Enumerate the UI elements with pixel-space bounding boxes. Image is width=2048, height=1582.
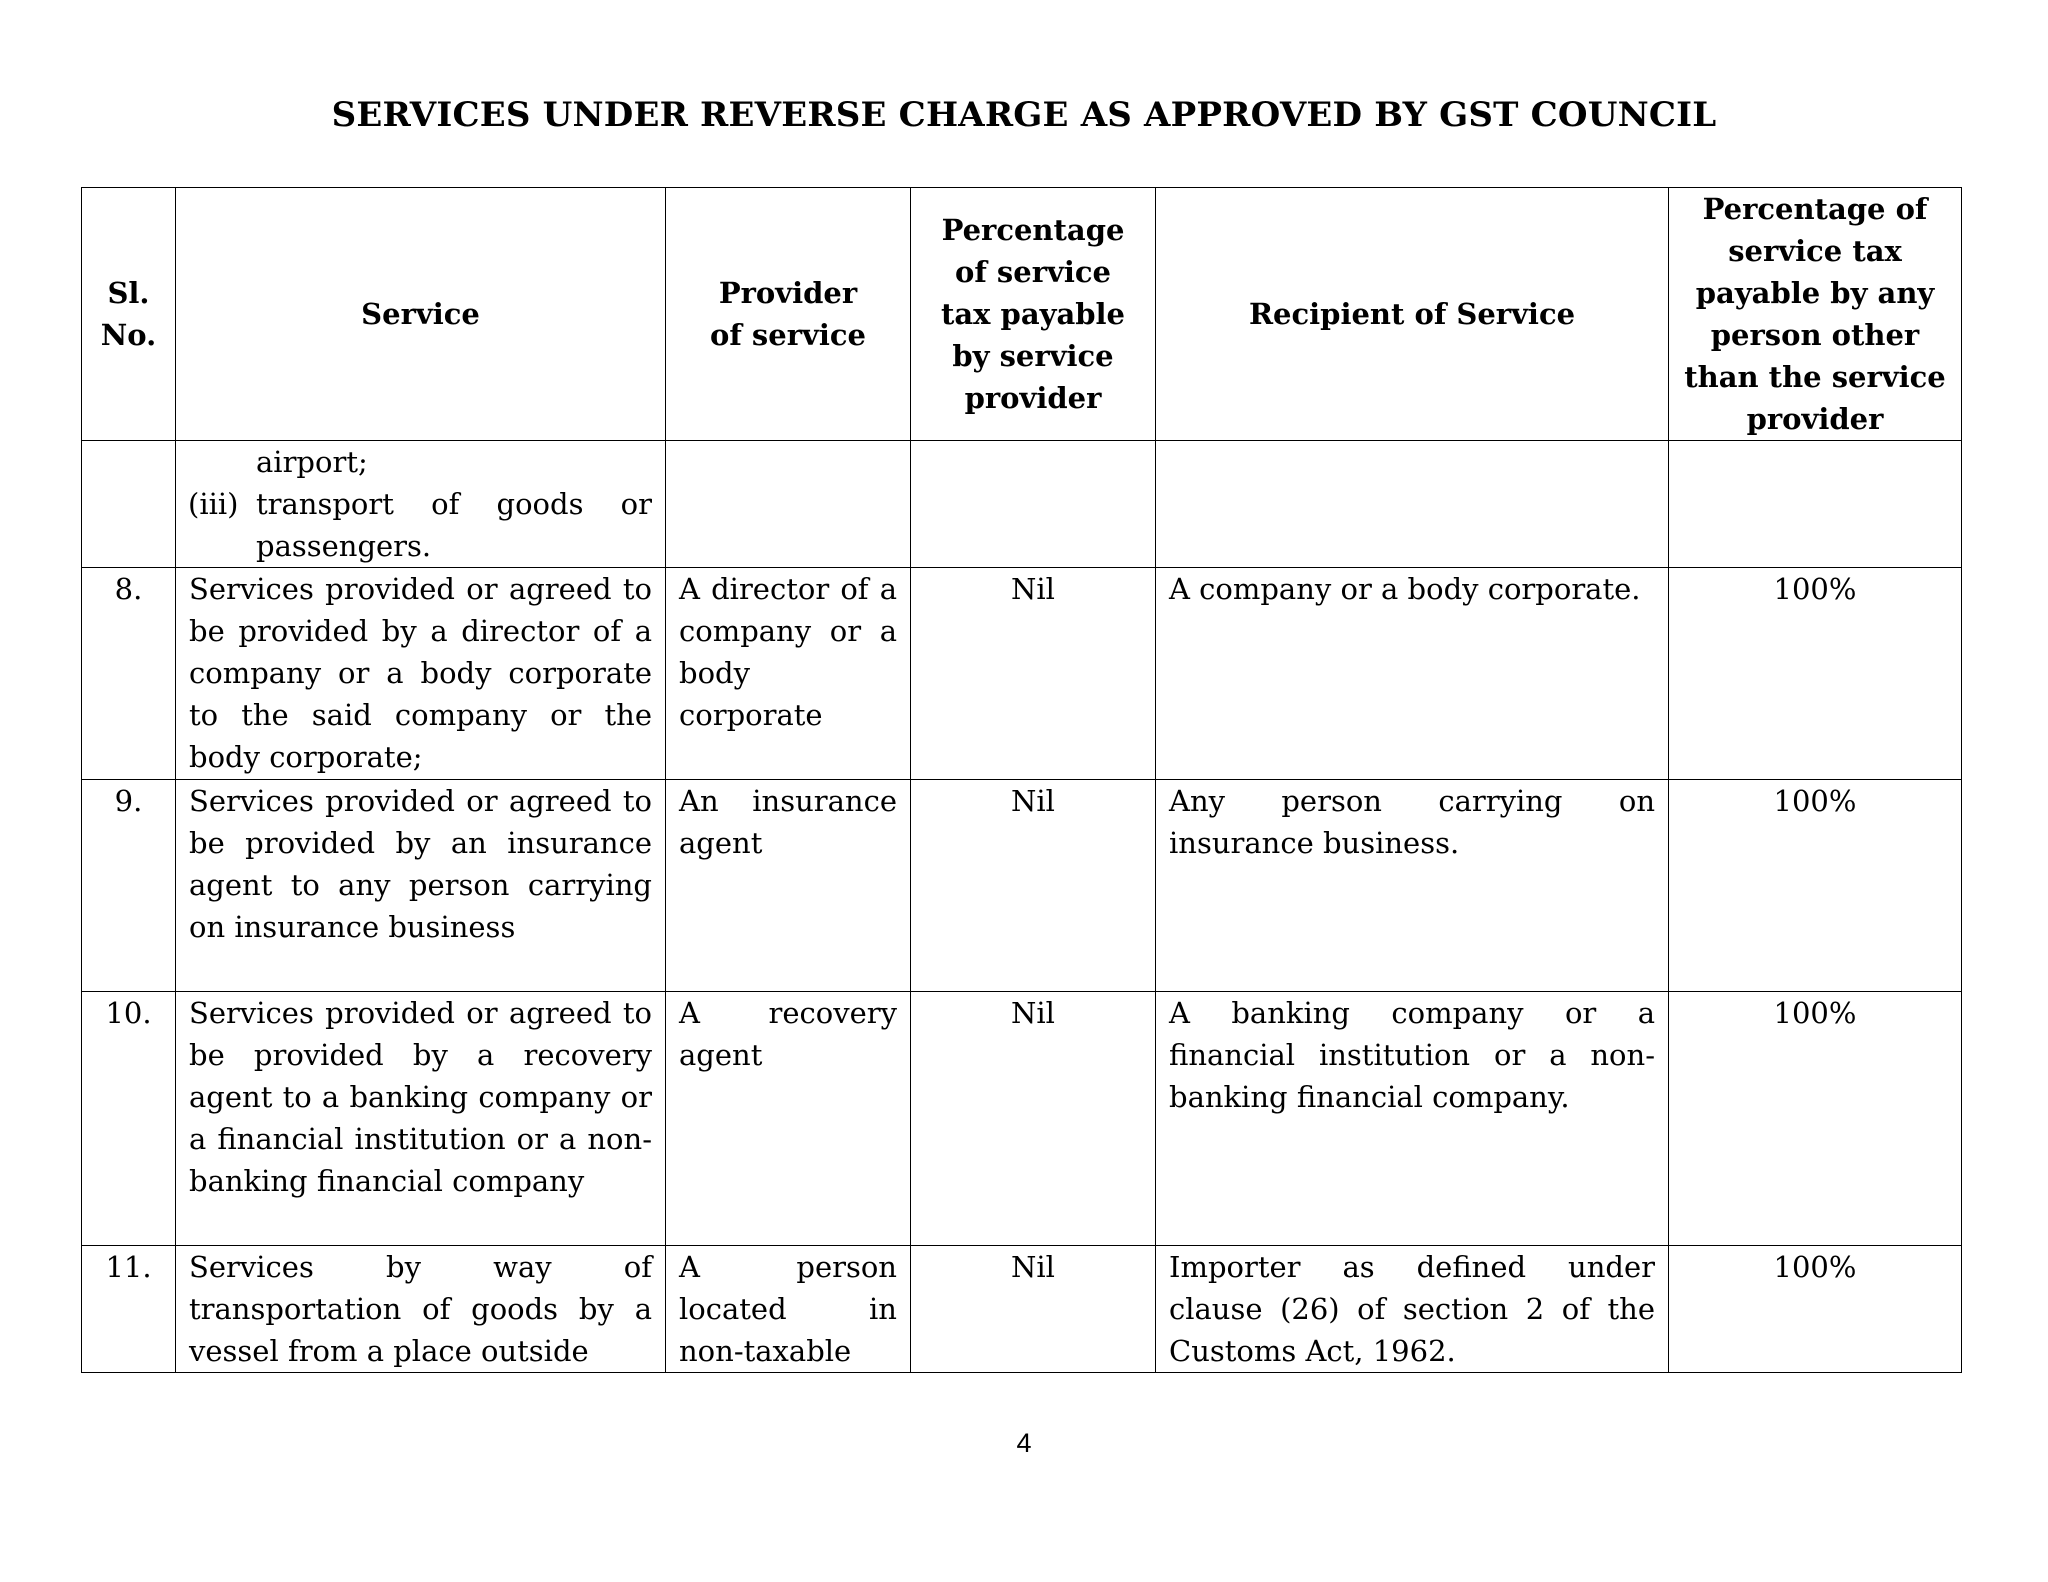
cell-pct-other: 100% [1669, 568, 1962, 780]
cell-provider: A director of a company or a body corporate [666, 568, 911, 780]
cell-sl-no: 11. [82, 1246, 176, 1373]
table-row [82, 992, 1962, 1246]
cell-recipient: Importer as defined under clause (26) of section 2 of the Customs Act, 1962. [1156, 1246, 1669, 1373]
cell-service: Services provided or agreed to be provided by a recovery agent to a banking company or a financial institution or a non-banking financial company [176, 992, 666, 1246]
cell-service: Services by way of transportation of goods by a vessel from a place outside [176, 1246, 666, 1373]
cell-recipient: A banking company or a financial institution or a non-banking financial company. [1156, 992, 1669, 1246]
page-number: 4 [1016, 1428, 1032, 1458]
cell-sl-no: 10. [82, 992, 176, 1246]
cell-pct-other: 100% [1669, 780, 1962, 992]
cell-pct-other: 100% [1669, 1246, 1962, 1373]
cell-provider: A person located in non-taxable [666, 1246, 911, 1373]
cell-pct-other: 100% [1669, 992, 1962, 1246]
table-row-continuation [82, 441, 1962, 568]
cell-pct-provider: Nil [911, 992, 1156, 1246]
continuation-item [176, 483, 652, 567]
cell-provider: A recovery agent [666, 992, 911, 1246]
cell-pct-other [1669, 441, 1962, 568]
header-recipient: Recipient of Service [1156, 188, 1669, 441]
continuation-line: airport; [256, 445, 368, 479]
cell-sl-no: 9. [82, 780, 176, 992]
cell-sl-no [82, 441, 176, 568]
cell-recipient: A company or a body corporate. [1156, 568, 1669, 780]
cell-pct-provider: Nil [911, 1246, 1156, 1373]
cell-recipient: Any person carrying on insurance business. [1156, 780, 1669, 992]
cell-provider: An insurance agent [666, 780, 911, 992]
cell-pct-provider: Nil [911, 568, 1156, 780]
table-header-row [82, 188, 1962, 441]
cell-recipient [1156, 441, 1669, 568]
table-row [82, 1246, 1962, 1373]
cell-service: Services provided or agreed to be provided by a director of a company or a body corporate to the said company or the body corporate; [176, 568, 666, 780]
reverse-charge-table [81, 187, 1962, 1373]
table-row [82, 780, 1962, 992]
page-title: SERVICES UNDER REVERSE CHARGE AS APPROVED BY GST COUNCIL [331, 95, 1717, 135]
cell-sl-no: 8. [82, 568, 176, 780]
cell-service [176, 441, 666, 568]
continuation-item-text-1: transport of goods or [256, 487, 652, 521]
table-row [82, 568, 1962, 780]
cell-service: Services provided or agreed to be provided by an insurance agent to any person carrying on insurance business [176, 780, 666, 992]
header-pct-provider: Percentage of service tax payable by service provider [911, 188, 1156, 441]
cell-pct-provider [911, 441, 1156, 568]
cell-pct-provider: Nil [911, 780, 1156, 992]
cell-provider [666, 441, 911, 568]
continuation-item-text-2: passengers. [256, 529, 432, 563]
header-service: Service [176, 188, 666, 441]
header-pct-other: Percentage of service tax payable by any person other than the service provider [1669, 188, 1962, 441]
header-sl-no: Sl. No. [82, 188, 176, 441]
continuation-item-number: (iii) [188, 487, 239, 521]
header-provider: Provider of service [666, 188, 911, 441]
